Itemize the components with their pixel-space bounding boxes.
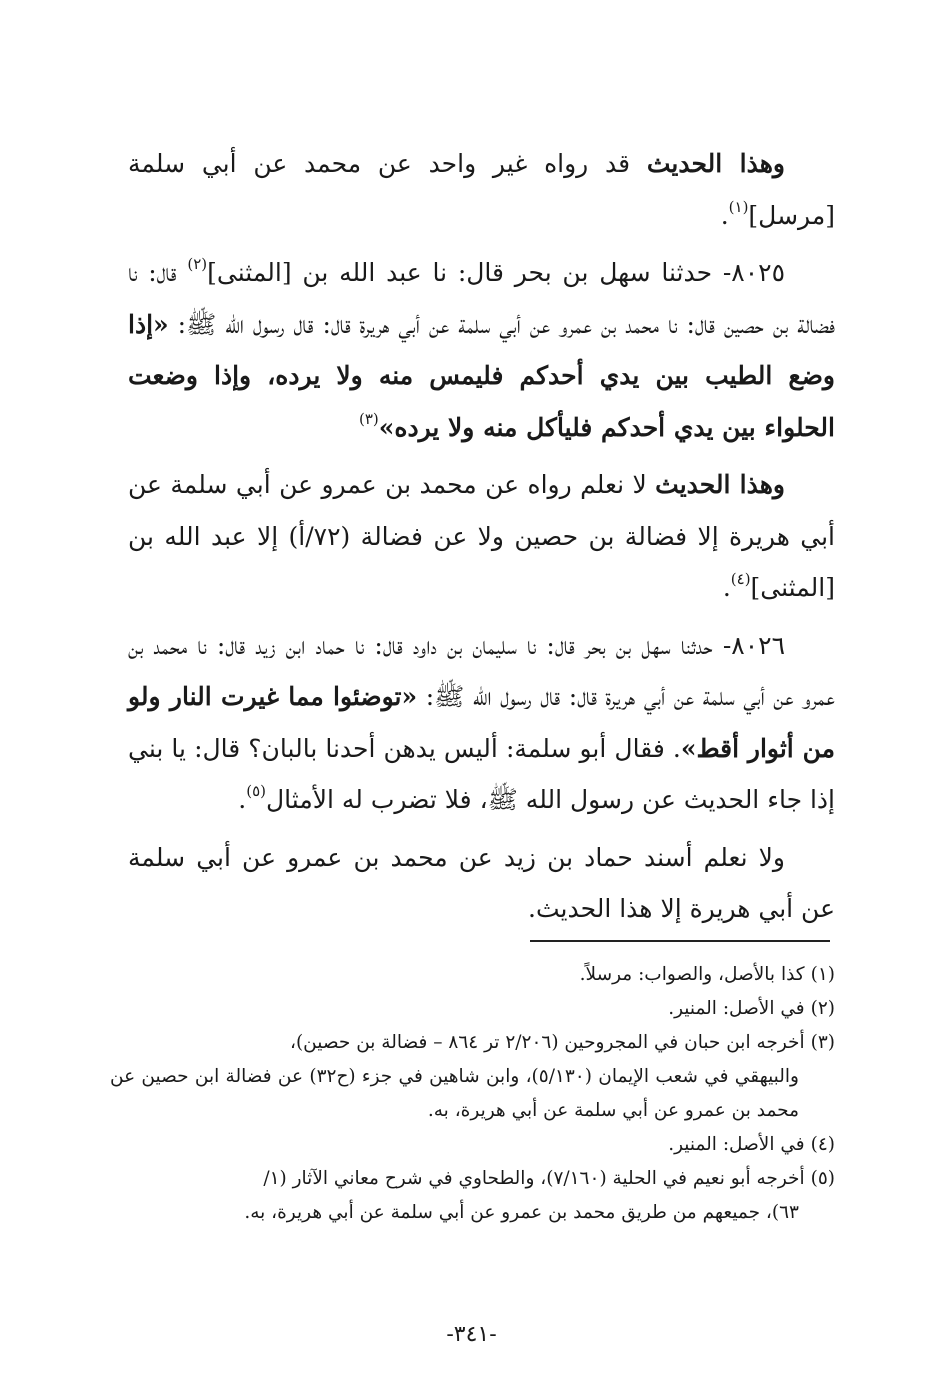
isnad-text-cont: قال: نا فضالة بن حصين قال: نا محمد بن عمرو عن أبي سلمة عن أبي هريرة قال: قال رسول الله ﷺ: <box>128 258 836 339</box>
bold-lead: وهذا الحديث <box>655 470 786 499</box>
hadith-8025 <box>128 247 835 453</box>
footnote-ref-2[interactable]: (٢) <box>187 255 208 273</box>
footnote-5 <box>110 1162 835 1230</box>
isnad-text: ٨٠٢٦- حدثنا سهل بن بحر قال: نا سليمان بن داود قال: نا حماد ابن زيد قال: نا محمد بن عمرو عن أبي سلمة عن أبي هريرة قال: قال رسول الله ﷺ: <box>128 630 835 711</box>
footnote-ref-3[interactable]: (٣) <box>358 409 379 428</box>
punctuation: . <box>722 573 731 602</box>
footnote-text: أخرجه أبو نعيم في الحلية (٧/١٦٠)، والطحاوي في شرح معاني الآثار (١/ <box>263 1168 805 1189</box>
footnote-ref-5[interactable]: (٥) <box>246 782 267 800</box>
footnote-number: (٥) <box>810 1168 835 1189</box>
paragraph-text: . فقال أبو سلمة: أليس يدهن أحدنا بالبان؟ قال: يا بني إذا جاء الحديث عن رسول الله ﷺ، فلا تضرب له الأمثال <box>128 733 835 814</box>
paragraph-5 <box>128 832 835 935</box>
footnote-text: في الأصل: المنير. <box>668 998 805 1019</box>
paragraph-text: لا نعلم رواه عن محمد بن عمرو عن أبي سلمة عن أبي هريرة إلا فضالة بن حصين ولا عن فضالة (٧٢/أ) إلا عبد الله بن [المثنى] <box>128 470 835 602</box>
footnote-3 <box>110 1026 835 1128</box>
footnotes <box>110 958 835 1230</box>
footnote-4 <box>110 1128 835 1162</box>
punctuation: . <box>238 785 247 814</box>
paragraph-text: قد رواه غير واحد عن محمد عن أبي سلمة [مرسل] <box>128 149 835 230</box>
hadith-matn: «توضئوا مما غيرت النار ولو من أثوار أقط» <box>128 682 836 763</box>
isnad-text: ٨٠٢٥- حدثنا سهل بن بحر قال: نا عبد الله بن [المثنى] <box>207 258 786 287</box>
footnote-2 <box>110 992 835 1026</box>
footnote-number: (٢) <box>810 998 835 1019</box>
footnote-text: كذا بالأصل، والصواب: مرسلاً. <box>579 964 805 985</box>
footnote-divider <box>530 940 830 942</box>
hadith-matn: «إذا وضع الطيب بين يدي أحدكم فليمس منه ولا يرده، وإذا وضعت الحلواء بين يدي أحدكم فليأكل منه ولا يرده» <box>128 309 835 442</box>
footnote-number: (٤) <box>810 1134 835 1155</box>
footnote-ref-4[interactable]: (٤) <box>730 570 751 588</box>
paragraph-3 <box>128 459 835 614</box>
footnote-number: (٣) <box>810 1032 835 1053</box>
footnote-1 <box>110 958 835 992</box>
footnote-ref-1[interactable]: (١) <box>728 197 749 216</box>
hadith-8026 <box>128 620 835 826</box>
main-text <box>128 138 835 941</box>
punctuation: . <box>720 200 729 230</box>
paragraph-1 <box>128 138 835 241</box>
footnote-number: (١) <box>810 964 835 985</box>
footnote-text-cont: ٦٣)، جميعهم من طريق محمد بن عمرو عن أبي سلمة عن أبي هريرة، به. <box>244 1202 799 1223</box>
bold-lead: وهذا الحديث <box>646 149 785 178</box>
footnote-text: في الأصل: المنير. <box>668 1134 805 1155</box>
footnote-text-cont: والبيهقي في شعب الإيمان (٥/١٣٠)، وابن شاهين في جزء (ح٣٢) عن فضالة ابن حصين عن محمد بن عمرو عن أبي سلمة عن أبي هريرة، به. <box>110 1066 799 1121</box>
page-number: -٣٤١- <box>446 1322 497 1347</box>
footnote-text: أخرجه ابن حبان في المجروحين (٢/٢٠٦ تر ٨٦٤ – فضالة بن حصين)، <box>289 1032 805 1053</box>
paragraph-text: ولا نعلم أسند حماد بن زيد عن محمد بن عمرو عن أبي سلمة عن أبي هريرة إلا هذا الحديث. <box>128 842 835 923</box>
